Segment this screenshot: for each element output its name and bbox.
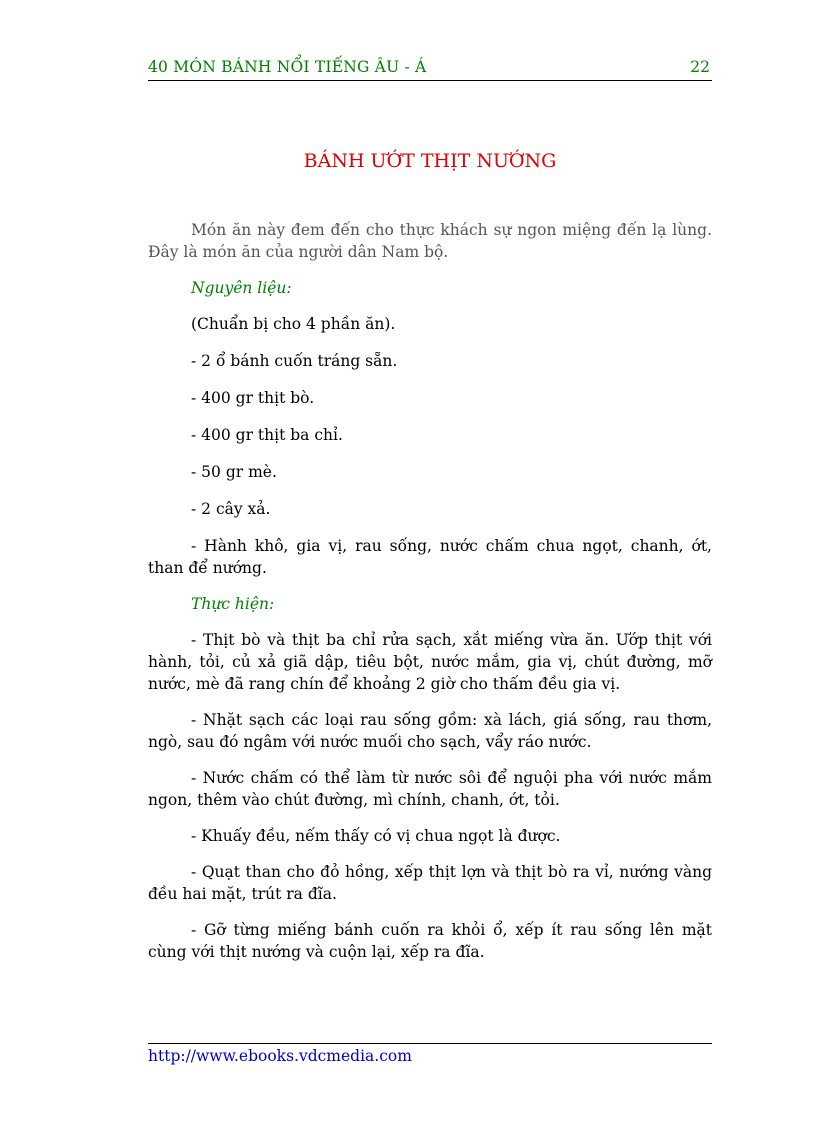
method-step: - Nhặt sạch các loại rau sống gồm: xà lách, giá sống, rau thơm, ngò, sau đó ngâm với nước muối cho sạch, vẩy ráo nước.: [148, 711, 712, 751]
ingredient-item: - 2 cây xả.: [191, 500, 271, 518]
ingredient-item: - 2 ổ bánh cuốn tráng sẵn.: [191, 352, 398, 370]
ingredient-item: - 50 gr mè.: [191, 463, 277, 481]
method-step: - Quạt than cho đỏ hồng, xếp thịt lợn và thịt bò ra vỉ, nướng vàng đều hai mặt, trút ra đĩa.: [148, 863, 712, 903]
method-step: - Nước chấm có thể làm từ nước sôi để nguội pha với nước mắm ngon, thêm vào chút đường, mì chính, chanh, ớt, tỏi.: [148, 769, 712, 809]
method-step: - Khuấy đều, nếm thấy có vị chua ngọt là được.: [191, 827, 561, 845]
ingredient-item: - 400 gr thịt bò.: [191, 389, 315, 407]
method-heading: Thực hiện:: [191, 595, 275, 613]
ingredient-item: (Chuẩn bị cho 4 phần ăn).: [191, 315, 396, 333]
ingredient-item: - 400 gr thịt ba chỉ.: [191, 426, 343, 444]
footer-url-link[interactable]: http://www.ebooks.vdcmedia.com: [148, 1047, 412, 1065]
page-number: 22: [690, 58, 710, 76]
ingredients-heading: Nguyên liệu:: [191, 279, 292, 297]
recipe-body: [148, 219, 712, 977]
footer-divider: [148, 1043, 712, 1044]
book-title: 40 MÓN BÁNH NỔI TIẾNG ÂU - Á: [148, 58, 427, 76]
intro-paragraph: Món ăn này đem đến cho thực khách sự ngon miệng đến lạ lùng. Đây là món ăn của người dân Nam bộ.: [148, 221, 712, 261]
page-header: [148, 54, 712, 81]
method-step: - Gỡ từng miếng bánh cuốn ra khỏi ổ, xếp ít rau sống lên mặt cùng với thịt nướng và cuộn lại, xếp ra đĩa.: [148, 921, 712, 961]
recipe-title: BÁNH ƯỚT THỊT NƯỚNG: [303, 150, 557, 172]
method-step: - Thịt bò và thịt ba chỉ rửa sạch, xắt miếng vừa ăn. Ướp thịt với hành, tỏi, củ xả giã dập, tiêu bột, nước mắm, gia vị, chút đường, mỡ nước, mè đã rang chín để khoảng 2 giờ cho thấm đều gia vị.: [148, 631, 712, 693]
ingredient-item-last: - Hành khô, gia vị, rau sống, nước chấm chua ngọt, chanh, ớt, than để nướng.: [148, 537, 712, 577]
